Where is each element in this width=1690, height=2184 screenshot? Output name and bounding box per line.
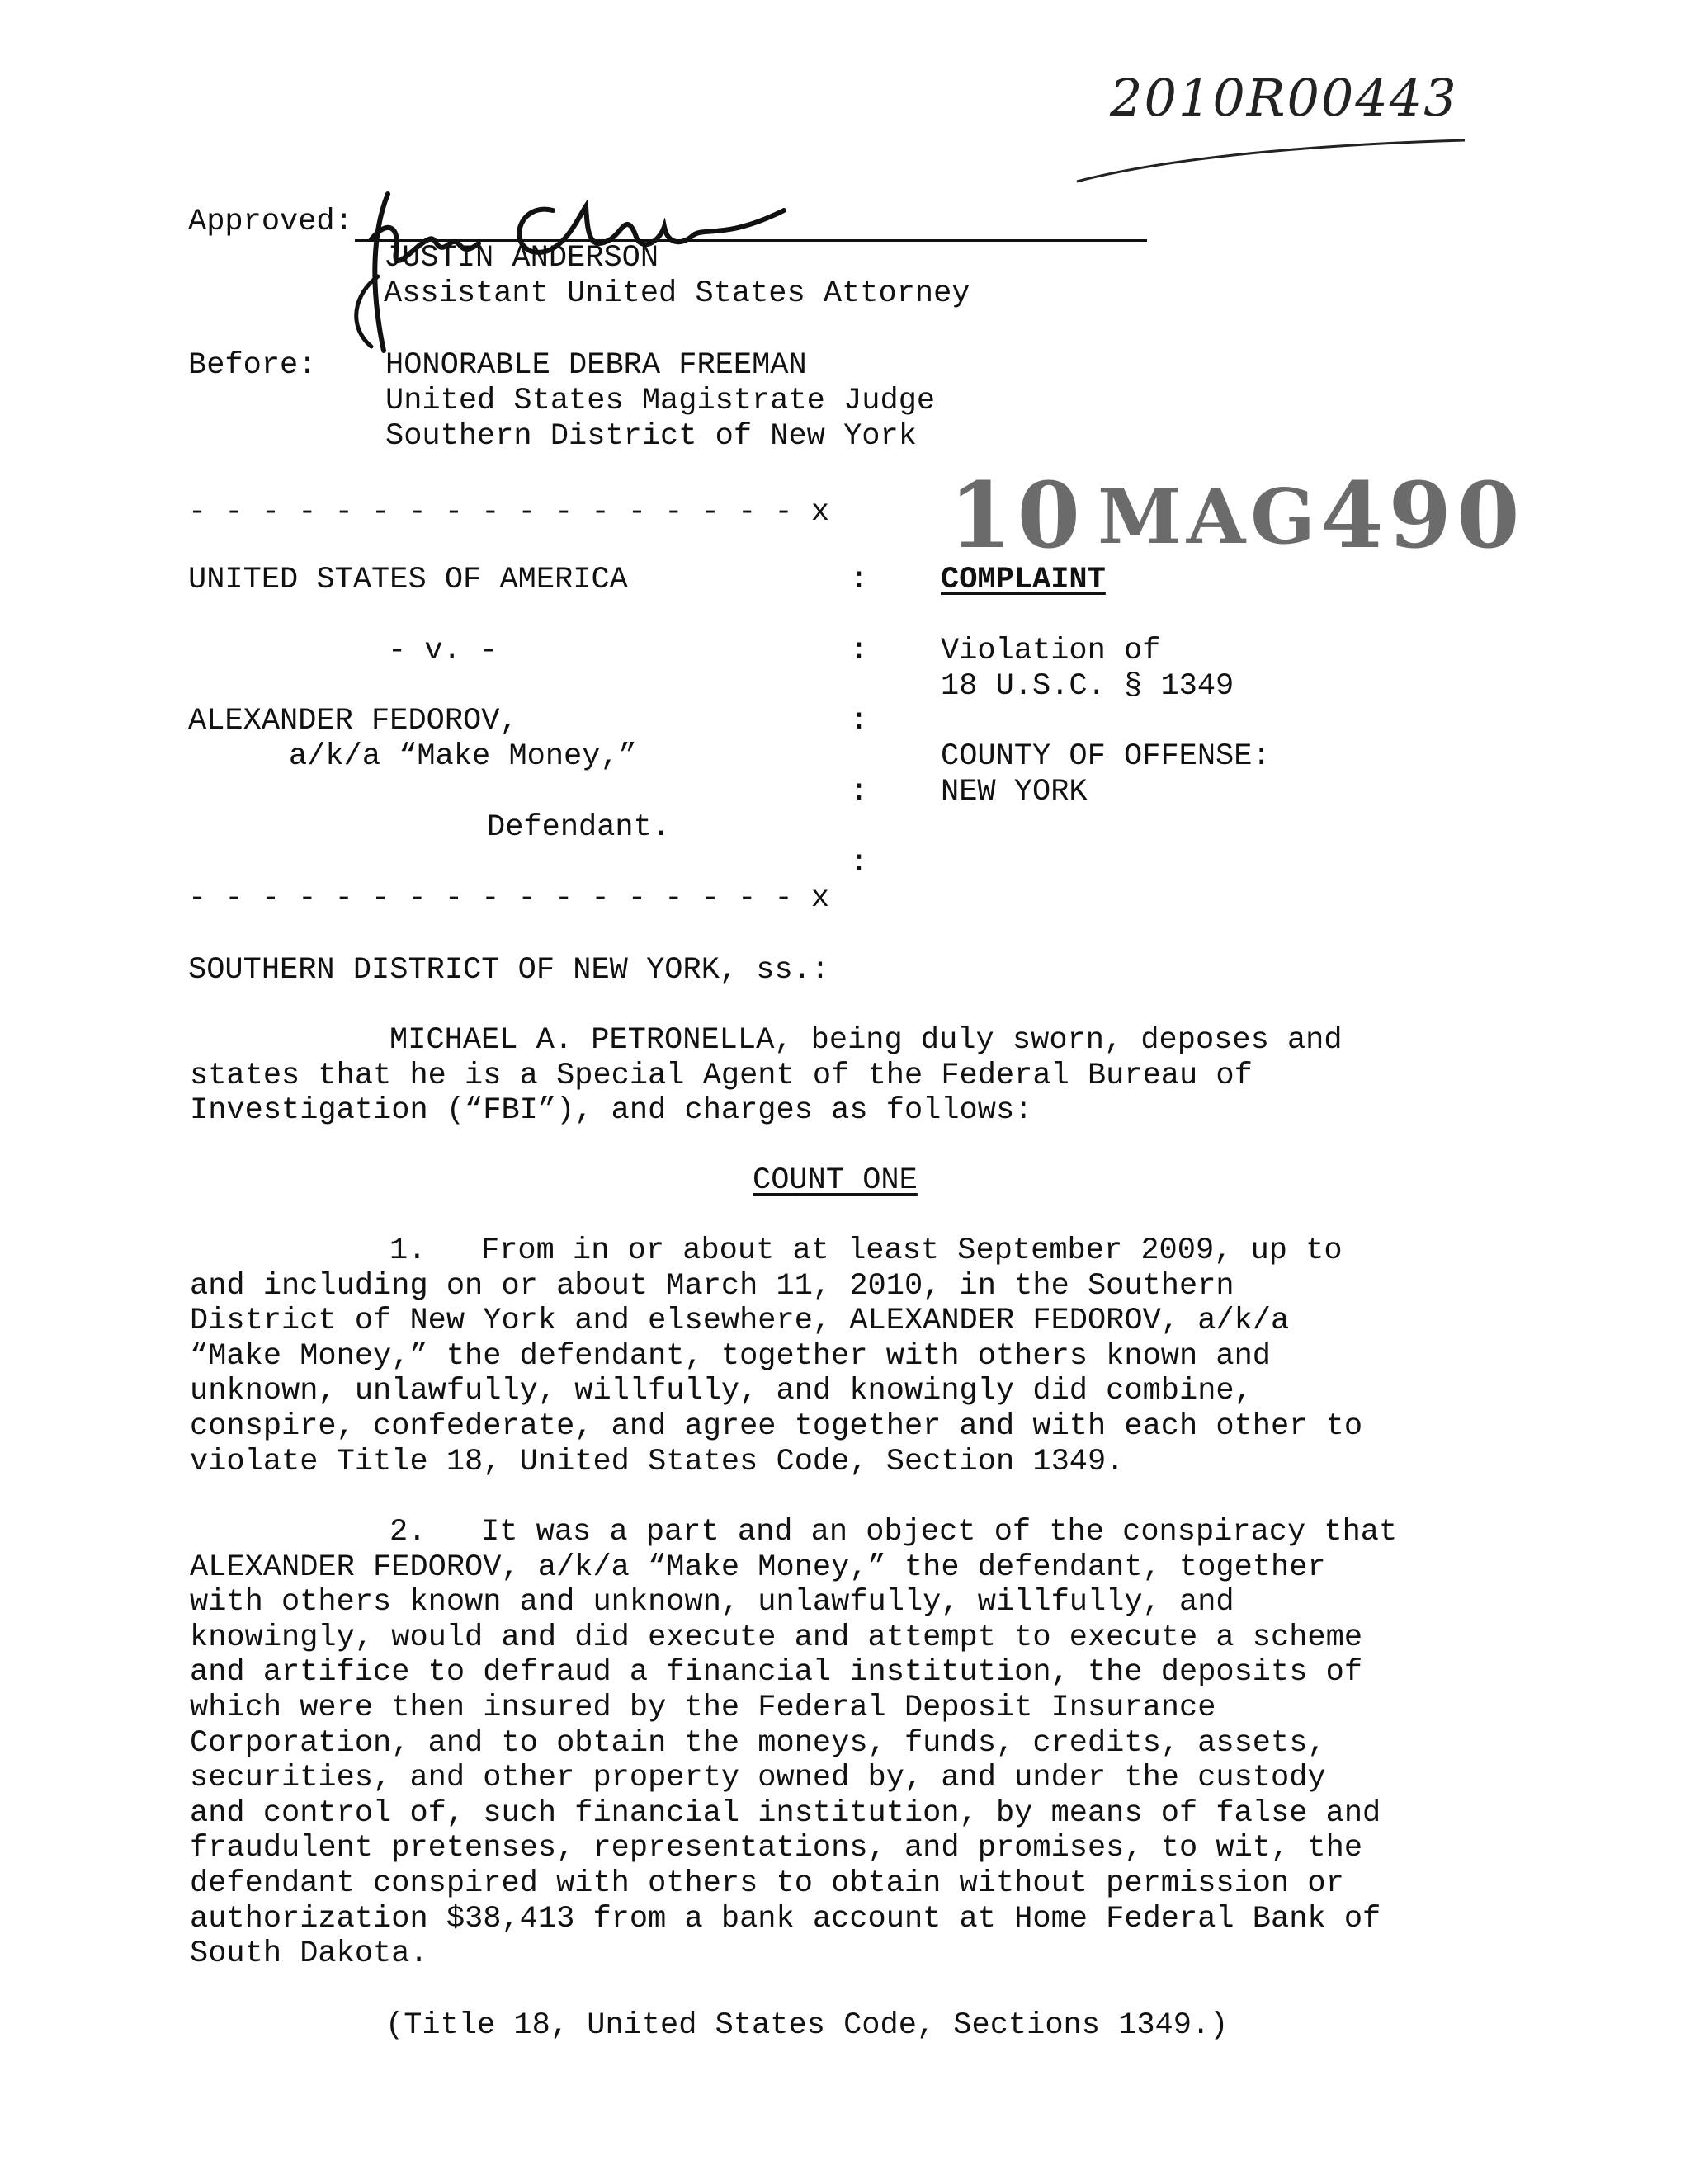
count-heading: COUNT ONE — [753, 1163, 918, 1198]
caption-bottom-dashes: - - - - - - - - - - - - - - - - - x — [188, 881, 830, 916]
aausa-title: Assistant United States Attorney — [384, 276, 970, 311]
judge-district: Southern District of New York — [385, 419, 917, 454]
plaintiff-name: UNITED STATES OF AMERICA — [188, 563, 628, 597]
defendant-label: Defendant. — [487, 810, 671, 845]
defendant-name: ALEXANDER FEDOROV, — [188, 704, 518, 738]
paragraph-1: 1. From in or about at least September 2009, up to and including on or about March 11, 2010, in the Southern District of New York and elsewhere, ALEXANDER FEDOROV, a/k/a “Make Money,” the defendant, together with others known and unknown, unlawfully, willfully, and knowingly did combine, conspire, confederate, and agree together and with each other to violate Title 18, United States Code, Section 1349. — [190, 1234, 1363, 1479]
mag-stamp-type: MAG — [1098, 472, 1320, 561]
versus: - v. - — [388, 634, 498, 668]
defendant-aka: a/k/a “Make Money,” — [289, 739, 637, 774]
caption-colon: : — [850, 634, 869, 668]
statute-citation: (Title 18, United States Code, Sections 1349.) — [385, 2008, 1229, 2043]
complaint-heading: COMPLAINT — [941, 563, 1106, 597]
aausa-name: JUSTIN ANDERSON — [384, 241, 659, 276]
handwritten-underline — [1073, 124, 1469, 190]
violation-line-1: Violation of — [941, 634, 1161, 668]
approved-label: Approved: — [188, 205, 353, 239]
caption-colon: : — [850, 846, 869, 880]
paragraph-2: 2. It was a part and an object of the conspiracy that ALEXANDER FEDOROV, a/k/a “Make Money,” the defendant, together with others known and unknown, unlawfully, willfully, and knowingly, would and did execute and attempt to execute a scheme and artifice to defraud a financial institution, the deposits of which were then insured by the Federal Deposit Insurance Corporation, and to obtain the moneys, funds, credits, assets, securities, and other property owned by, and under the custody and control of, such financial institution, by means of false and fraudulent pretenses, representations, and promises, to wit, the defendant conspired with others to obtain without permission or authorization $38,413 from a bank account at Home Federal Bank of South Dakota. — [190, 1515, 1398, 1972]
caption-colon: : — [850, 704, 869, 738]
county-label: COUNTY OF OFFENSE: — [941, 739, 1271, 774]
handwritten-file-number: 2010R00443 — [1110, 68, 1458, 128]
violation-line-2: 18 U.S.C. § 1349 — [941, 669, 1234, 704]
mag-stamp-year: 10 — [949, 462, 1086, 568]
mag-stamp-number: 490 — [1320, 462, 1525, 568]
venue-line: SOUTHERN DISTRICT OF NEW YORK, ss.: — [188, 953, 830, 988]
caption-top-dashes: - - - - - - - - - - - - - - - - - x — [188, 495, 830, 530]
judge-title: United States Magistrate Judge — [385, 384, 936, 418]
intro-paragraph: MICHAEL A. PETRONELLA, being duly sworn, deposes and states that he is a Special Agent of the Federal Bureau of Investigation (“FBI”), and charges as follows: — [190, 1023, 1343, 1129]
caption-colon: : — [850, 563, 869, 597]
caption-colon: : — [850, 775, 869, 809]
county-value: NEW YORK — [941, 775, 1088, 809]
judge-name: HONORABLE DEBRA FREEMAN — [385, 348, 807, 383]
before-label: Before: — [188, 348, 317, 383]
